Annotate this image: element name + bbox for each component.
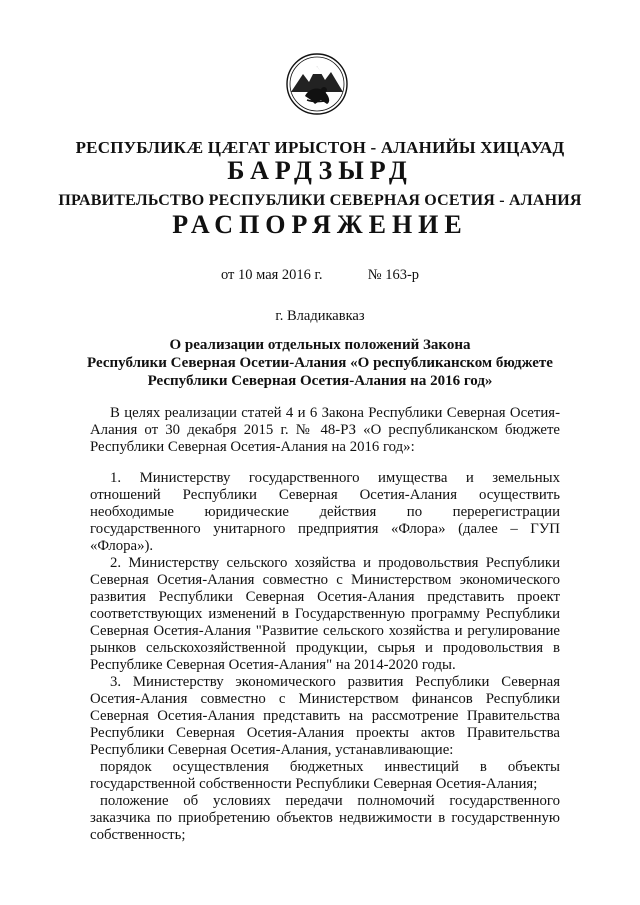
government-title: ПРАВИТЕЛЬСТВО РЕСПУБЛИКИ СЕВЕРНАЯ ОСЕТИЯ - АЛАНИЯ bbox=[58, 192, 582, 209]
date-line bbox=[0, 267, 640, 284]
subitem-customer-powers: положение об условиях передачи полномочий государственного заказчика по приобретению объектов недвижимости в государственную собственность; bbox=[90, 793, 560, 843]
item-1-paragraph: 1. Министерству государственного имущества и земельных отношений Республики Северная Осетия-Алания осуществить необходимые юридические действия по перерегистрации государственного унитарного предприятия «Флора» (далее – ГУП «Флора»). bbox=[90, 470, 560, 554]
subitem-investment-procedure: порядок осуществления бюджетных инвестиций в объекты государственной собственности Республики Северная Осетия-Алания; bbox=[90, 759, 560, 792]
document-body bbox=[90, 405, 560, 844]
ossetian-order-heading: БАРДЗЫРД bbox=[227, 156, 413, 185]
ossetian-government-title: РЕСПУБЛИКӔ ЦӔГАТ ИРЫСТОН - АЛАНИЙЫ ХИЦАУАД bbox=[75, 138, 565, 157]
title-line-2: Республики Северная Осетии-Алания «О республиканском бюджете bbox=[87, 355, 553, 371]
document-number: № 163-р bbox=[367, 267, 420, 283]
document-city: г. Владикавказ bbox=[275, 308, 365, 324]
document-date: от 10 мая 2016 г. bbox=[220, 267, 323, 283]
item-3-paragraph: 3. Министерству экономического развития Республики Северная Осетия-Алания совместно с Министерством финансов Республики Северная Осетия-Алания представить на рассмотрение Правительства Республики Северная Осетия-Алания проекты актов Правительства Республики Северная Осетия-Алания, устанавливающие: bbox=[90, 674, 560, 758]
document-type-heading: РАСПОРЯЖЕНИЕ bbox=[172, 210, 468, 239]
coat-of-arms-emblem bbox=[285, 52, 349, 116]
document-title bbox=[0, 336, 640, 390]
item-2-paragraph: 2. Министерству сельского хозяйства и продовольствия Республики Северная Осетия-Алания совместно с Министерством экономического развития Республики Северная Осетия-Алания представить проект соответствующих изменений в Государственную программу Республики Северная Осетия-Алания "Развитие сельского хозяйства и регулирование рынков сельскохозяйственной продукции, сырья и продовольствия в Республике Северная Осетия-Алания" на 2014-2020 годы. bbox=[90, 555, 560, 673]
title-line-1: О реализации отдельных положений Закона bbox=[169, 337, 471, 353]
preamble-paragraph: В целях реализации статей 4 и 6 Закона Республики Северная Осетия-Алания от 30 декабря 2015 г. № 48-РЗ «О республиканском бюджете Республики Северная Осетия-Алания на 2016 год»: bbox=[90, 405, 560, 455]
title-line-3: Республики Северная Осетия-Алания на 2016 год» bbox=[147, 373, 493, 389]
